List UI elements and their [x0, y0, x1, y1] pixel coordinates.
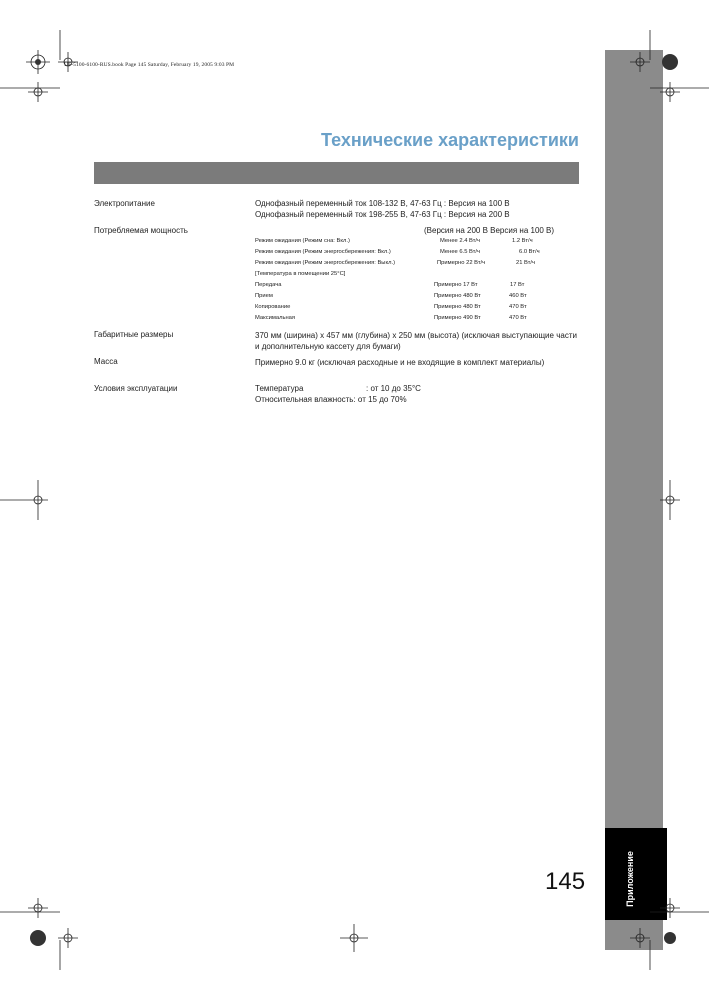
consumption-row-name: Передача	[255, 282, 282, 288]
section-tab-label: Приложение	[625, 851, 635, 907]
power-line-2: Однофазный переменный ток 198-255 В, 47-63 Гц : Версия на 200 В	[255, 210, 510, 219]
power-line-1: Однофазный переменный ток 108-132 В, 47-63 Гц : Версия на 100 В	[255, 199, 510, 208]
consumption-column-header: (Версия на 200 В Версия на 100 В)	[424, 226, 555, 235]
consumption-row-v100: 6.0 Вт/ч	[519, 249, 540, 255]
consumption-row-v200: Менее 6.5 Вт/ч	[440, 249, 481, 255]
consumption-row-name: Режим ожидания (Режим сна: Вкл.)	[255, 238, 350, 244]
consumption-row-v100: 21 Вт/ч	[516, 260, 536, 266]
consumption-row-v100: 470 Вт	[509, 304, 527, 310]
temperature-note: [Температура в помещении 25°C]	[255, 271, 346, 277]
consumption-row-v200: Примерно 17 Вт	[434, 282, 478, 288]
consumption-row-v200: Примерно 490 Вт	[434, 315, 481, 321]
mass-label: Масса	[94, 357, 118, 366]
consumption-row-name: Прием	[255, 293, 273, 299]
page-title: Технические характеристики	[320, 130, 579, 150]
consumption-label: Потребляемая мощность	[94, 226, 188, 235]
consumption-row-v100: 470 Вт	[509, 315, 527, 321]
dimensions-label: Габаритные размеры	[94, 330, 174, 339]
temperature-value: : от 10 до 35°C	[366, 384, 421, 393]
conditions-label: Условия эксплуатации	[94, 384, 178, 393]
consumption-row-v200: Примерно 22 Вт/ч	[437, 260, 486, 266]
consumption-row-v100: 17 Вт	[510, 282, 525, 288]
consumption-row-name: Режим ожидания (Режим энергосбережения: Вкл.)	[255, 249, 391, 255]
humidity-value: Относительная влажность: от 15 до 70%	[255, 395, 407, 404]
consumption-row-v200: Примерно 480 Вт	[434, 304, 481, 310]
consumption-row-v200: Менее 2.4 Вт/ч	[440, 238, 481, 244]
power-label: Электропитание	[94, 199, 155, 208]
consumption-row-name: Копирование	[255, 304, 291, 310]
dimensions-value: 370 мм (ширина) x 457 мм (глубина) x 250 мм (высота) (исключая выступающие части и дополнительную кассету для бумаги)	[255, 331, 577, 351]
consumption-row-name: Режим ожидания (Режим энергосбережения: Выкл.)	[255, 260, 396, 266]
book-header-line: UF-5100-6100-RUS.book Page 145 Saturday, February 19, 2005 9:03 PM	[64, 62, 235, 68]
page-number: 145	[545, 868, 586, 895]
consumption-row-v100: 1.2 Вт/ч	[512, 238, 533, 244]
consumption-row-v200: Примерно 480 Вт	[434, 293, 481, 299]
temperature-label: Температура	[255, 384, 304, 393]
consumption-row-v100: 460 Вт	[509, 293, 527, 299]
consumption-row-name: Максимальная	[255, 315, 296, 321]
mass-value: Примерно 9.0 кг (исключая расходные и не входящие в комплект материалы)	[255, 358, 545, 367]
